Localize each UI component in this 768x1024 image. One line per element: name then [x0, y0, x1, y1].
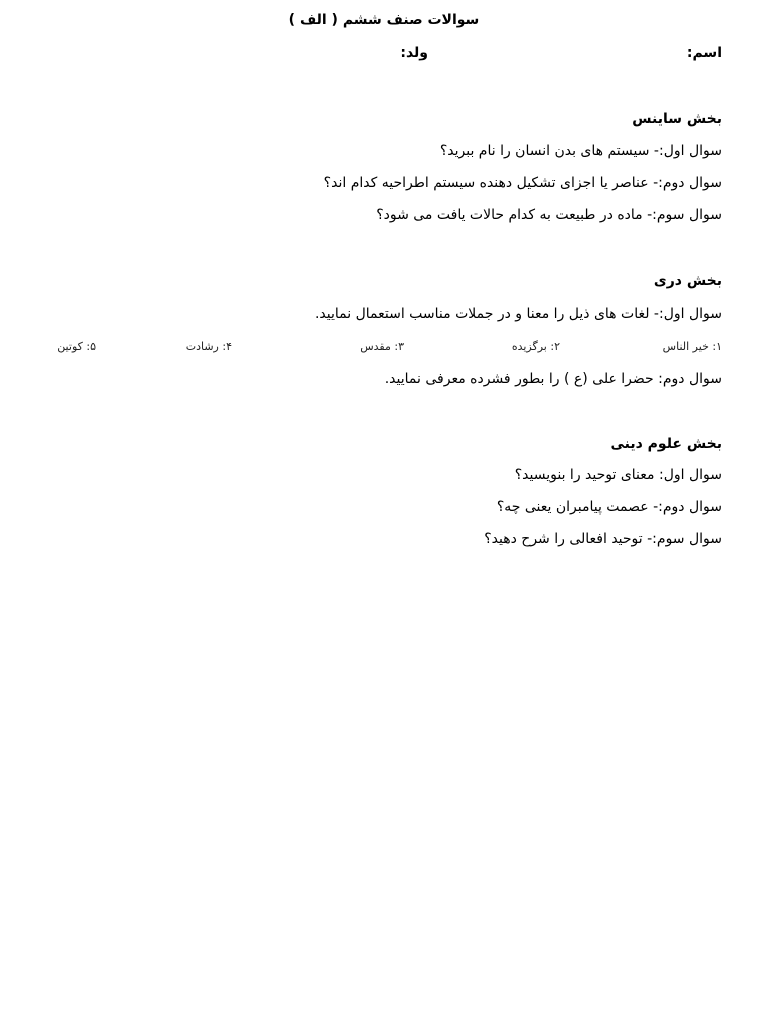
father-name-label: ولد: [400, 45, 428, 61]
dari-vocab-item-2: ۲: برگزیده [511, 340, 560, 353]
science-question-1: سوال اول:- سیستم های بدن انسان را نام ببرید؟ [439, 143, 722, 159]
dari-question-2: سوال دوم: حضرا علی (ع ) را بطور فشرده معرفی نمایید. [384, 371, 722, 387]
science-section-heading: بخش ساینس [632, 111, 722, 127]
dari-vocab-item-5: ۵: کوتین [57, 340, 96, 353]
religion-question-2: سوال دوم:- عصمت پیامبران یعنی چه؟ [496, 499, 722, 515]
science-question-3: سوال سوم:- ماده در طبیعت به کدام حالات یافت می شود؟ [376, 207, 722, 223]
dari-vocab-item-4: ۴: رشادت [185, 340, 232, 353]
dari-section-heading: بخش دری [653, 273, 722, 289]
exam-title: سوالات صنف ششم ( الف ) [288, 12, 480, 28]
dari-question-1: سوال اول:- لغات های ذیل را معنا و در جملات مناسب استعمال نمایید. [314, 306, 722, 322]
name-label: اسم: [686, 45, 722, 61]
dari-vocab-item-1: ۱: خیر الناس [662, 340, 722, 353]
religion-question-3: سوال سوم:- توحید افعالی را شرح دهید؟ [484, 531, 722, 547]
science-question-2: سوال دوم:- عناصر یا اجزای تشکیل دهنده سیستم اطراحیه کدام اند؟ [323, 175, 722, 191]
dari-vocab-item-3: ۳: مقدس [360, 340, 404, 353]
religion-question-1: سوال اول: معنای توحید را بنویسید؟ [514, 467, 722, 483]
religion-section-heading: بخش علوم دینی [610, 436, 722, 452]
